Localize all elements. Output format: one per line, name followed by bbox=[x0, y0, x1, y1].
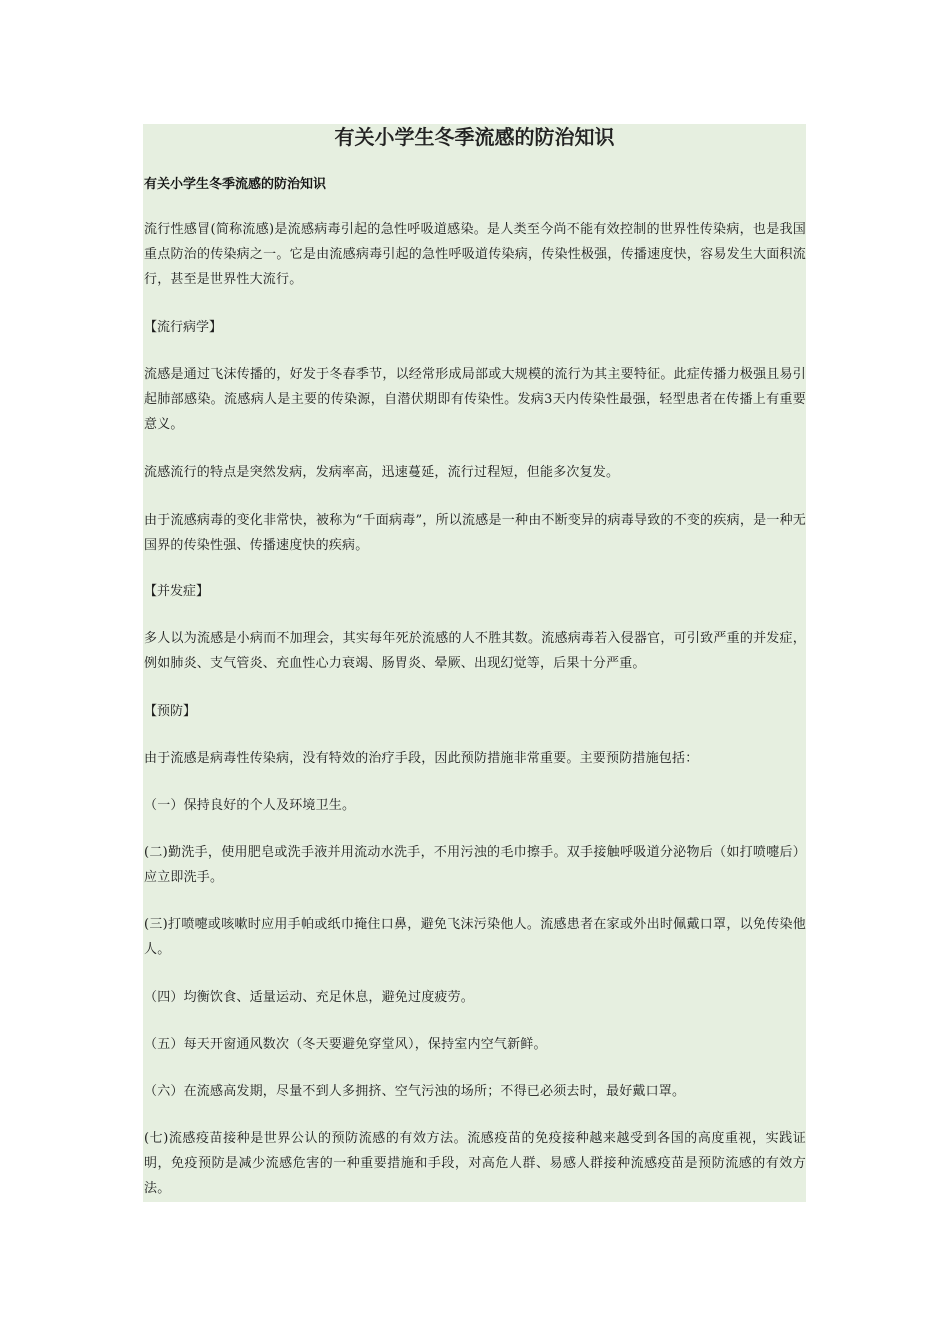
prevention-item-6: （六）在流感高发期，尽量不到人多拥挤、空气污浊的场所；不得已必须去时，最好戴口罩。 bbox=[144, 1084, 686, 1099]
section-heading-epidemiology: 【流行病学】 bbox=[144, 320, 223, 335]
prevention-intro: 由于流感是病毒性传染病，没有特效的治疗手段，因此预防措施非常重要。主要预防措施包括： bbox=[144, 751, 699, 766]
page-title: 有关小学生冬季流感的防治知识 bbox=[334, 125, 615, 149]
epidemiology-paragraph-3: 由于流感病毒的变化非常快，被称为“千面病毒”，所以流感是一种由不断变异的病毒导致的不变的疾病，是一种无国界的传染性强、传播速度快的疾病。 bbox=[144, 513, 806, 553]
section-heading-prevention: 【预防】 bbox=[144, 704, 197, 719]
prevention-item-1: （一）保持良好的个人及环境卫生。 bbox=[144, 798, 356, 813]
epidemiology-paragraph-2: 流感流行的特点是突然发病，发病率高，迅速蔓延，流行过程短，但能多次复发。 bbox=[144, 465, 620, 480]
epidemiology-paragraph-1: 流感是通过飞沫传播的，好发于冬春季节，以经常形成局部或大规模的流行为其主要特征。此症传播力极强且易引起肺部感染。流感病人是主要的传染源，自潜伏期即有传染性。发病3天内传染性最强，轻型患者在传播上有重要意义。 bbox=[144, 367, 806, 432]
intro-paragraph: 流行性感冒(简称流感)是流感病毒引起的急性呼吸道感染。是人类至今尚不能有效控制的世界性传染病，也是我国重点防治的传染病之一。它是由流感病毒引起的急性呼吸道传染病，传染性极强，传播速度快，容易发生大面积流行，甚至是世界性大流行。 bbox=[144, 222, 806, 287]
prevention-item-7: (七)流感疫苗接种是世界公认的预防流感的有效方法。流感疫苗的免疫接种越来越受到各国的高度重视，实践证明，免疫预防是减少流感危害的一种重要措施和手段，对高危人群、易感人群接种流感疫苗是预防流感的有效方法。 bbox=[144, 1131, 806, 1196]
prevention-item-4: （四）均衡饮食、适量运动、充足休息，避免过度疲劳。 bbox=[144, 990, 475, 1005]
prevention-item-2: (二)勤洗手，使用肥皂或洗手液并用流动水洗手，不用污浊的毛巾擦手。双手接触呼吸道分泌物后（如打喷嚏后）应立即洗手。 bbox=[144, 845, 806, 885]
article-subtitle: 有关小学生冬季流感的防治知识 bbox=[144, 177, 327, 192]
section-heading-complications: 【并发症】 bbox=[144, 584, 210, 599]
complications-paragraph: 多人以为流感是小病而不加理会，其实每年死於流感的人不胜其数。流感病毒若入侵器官，可引致严重的并发症，例如肺炎、支气管炎、充血性心力衰竭、肠胃炎、晕厥、出现幻觉等，后果十分严重。 bbox=[144, 631, 806, 671]
prevention-item-5: （五）每天开窗通风数次（冬天要避免穿堂风），保持室内空气新鲜。 bbox=[144, 1037, 547, 1052]
prevention-item-3: (三)打喷嚏或咳嗽时应用手帕或纸巾掩住口鼻，避免飞沫污染他人。流感患者在家或外出时佩戴口罩，以免传染他人。 bbox=[144, 917, 806, 957]
